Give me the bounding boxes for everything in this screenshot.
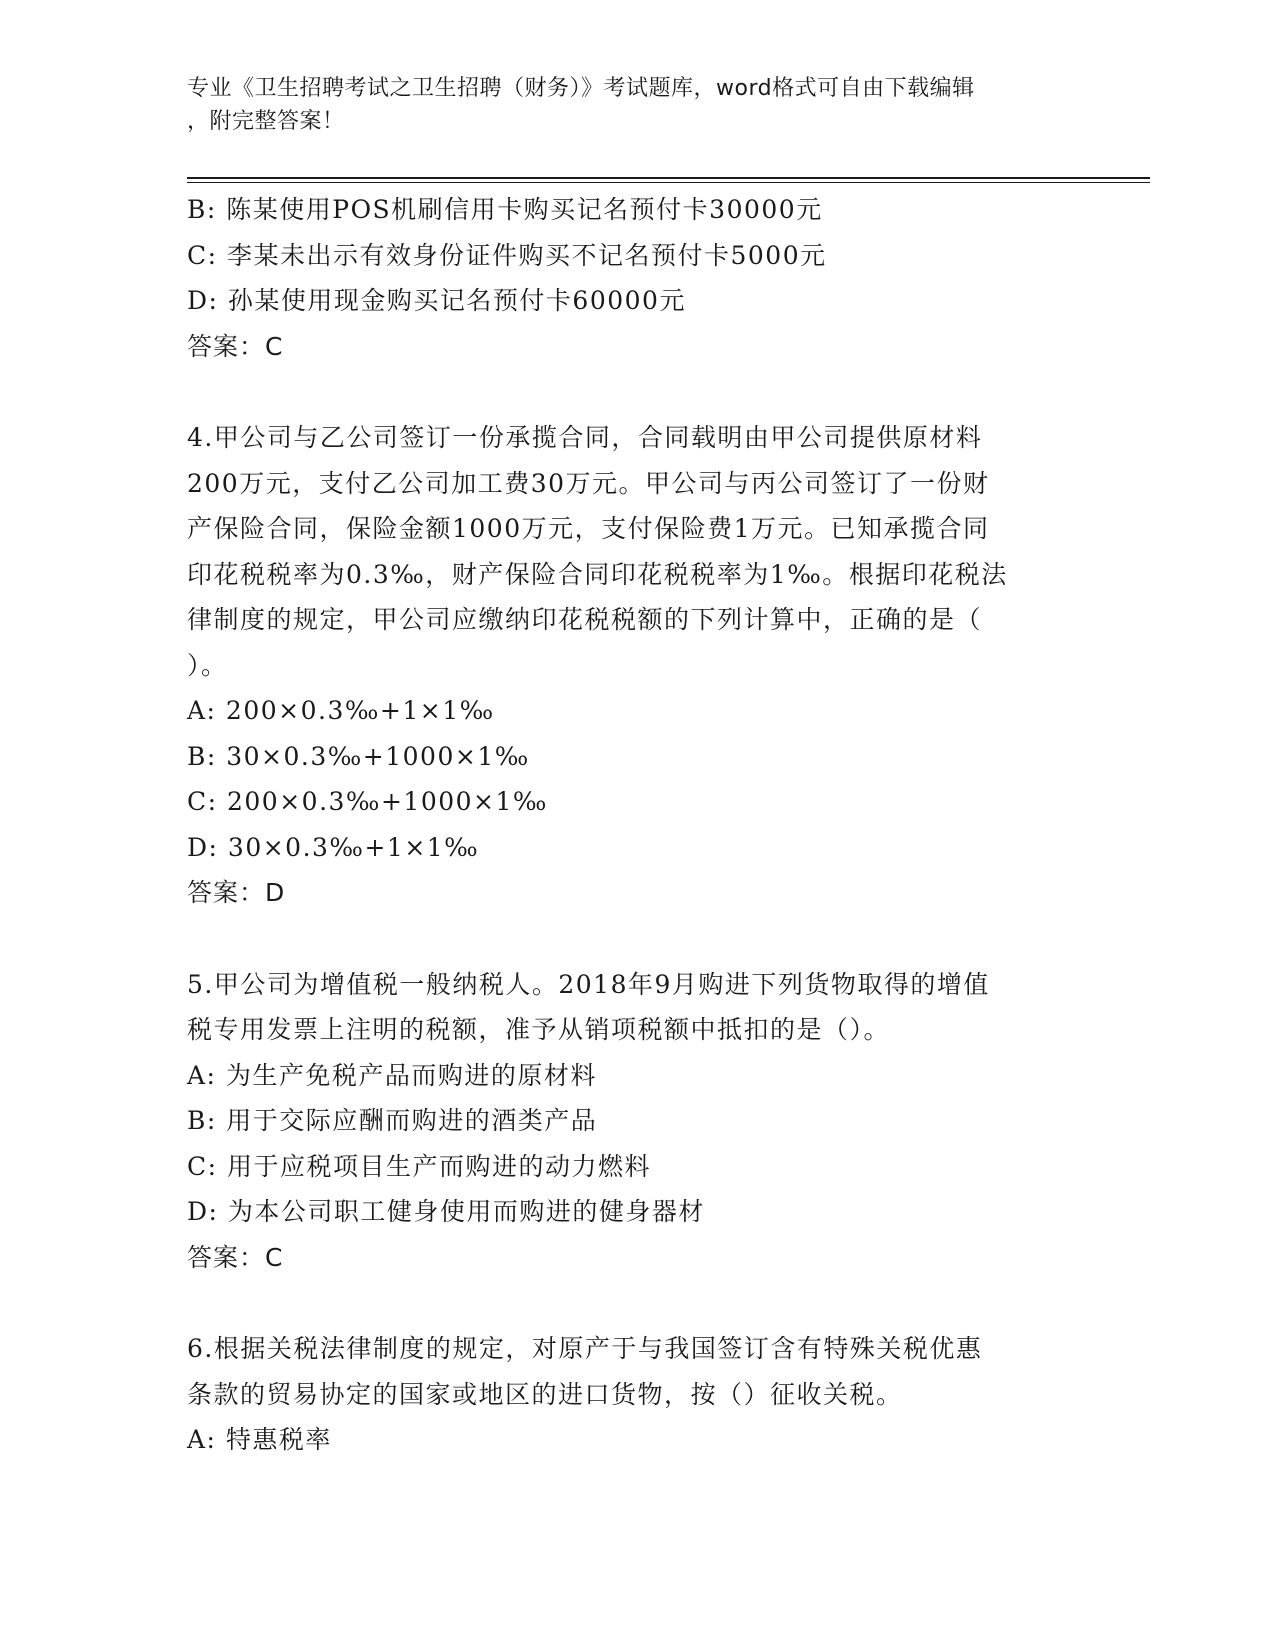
question-text-line: ）。: [187, 650, 228, 680]
question-5: [187, 962, 1087, 1281]
option-d: D: 为本公司职工健身使用而购进的健身器材: [187, 1197, 705, 1226]
question-text-line: 4.甲公司与乙公司签订一份承揽合同，合同载明由甲公司提供原材料: [187, 423, 983, 452]
option-b: B: 陈某使用POS机刷信用卡购买记名预付卡30000元: [187, 195, 823, 224]
page-header: [187, 72, 1067, 138]
question-list: [187, 187, 1087, 1463]
question-text-line: 200万元，支付乙公司加工费30万元。甲公司与丙公司签订了一份财: [187, 468, 990, 498]
answer: 答案：C: [187, 1242, 284, 1272]
question-text-line: 产保险合同，保险金额1000万元，支付保险费1万元。已知承揽合同: [187, 514, 990, 543]
spacer: [187, 369, 1087, 415]
option-c: C: 用于应税项目生产而购进的动力燃料: [187, 1151, 651, 1181]
header-line-2: ，附完整答案！: [187, 109, 345, 134]
question-3: [187, 187, 1087, 369]
header-rule-thin: [187, 182, 1150, 183]
option-a: A: 为生产免税产品而购进的原材料: [187, 1060, 597, 1090]
question-text-line: 条款的贸易协定的国家或地区的进口货物，按（）征收关税。: [187, 1379, 903, 1409]
option-a: A: 200×0.3‰+1×1‰: [187, 696, 495, 725]
option-c: C: 李某未出示有效身份证件购买不记名预付卡5000元: [187, 240, 827, 270]
answer: 答案：D: [187, 878, 286, 907]
question-text-line: 律制度的规定，甲公司应缴纳印花税税额的下列计算中，正确的是（: [187, 605, 983, 634]
answer: 答案：C: [187, 331, 284, 361]
question-4: [187, 415, 1087, 916]
option-c: C: 200×0.3‰+1000×1‰: [187, 787, 548, 816]
option-d: D: 30×0.3‰+1×1‰: [187, 832, 480, 862]
question-6: [187, 1326, 1087, 1463]
spacer: [187, 916, 1087, 962]
header-rule-thick: [187, 177, 1150, 179]
spacer: [187, 1280, 1087, 1326]
option-b: B: 30×0.3‰+1000×1‰: [187, 741, 530, 771]
question-text-line: 6.根据关税法律制度的规定，对原产于与我国签订含有特殊关税优惠: [187, 1334, 983, 1363]
question-text-line: 税专用发票上注明的税额，准予从销项税额中抵扣的是（）。: [187, 1015, 891, 1044]
option-d: D: 孙某使用现金购买记名预付卡60000元: [187, 286, 686, 315]
option-b: B: 用于交际应酬而购进的酒类产品: [187, 1106, 598, 1135]
header-line-1: 专业《卫生招聘考试之卫生招聘（财务）》考试题库，word格式可自由下载编辑: [187, 76, 975, 101]
question-text-line: 5.甲公司为增值税一般纳税人。2018年9月购进下列货物取得的增值: [187, 969, 990, 999]
question-text-line: 印花税税率为0.3‰，财产保险合同印花税税率为1‰。根据印花税法: [187, 559, 1008, 589]
option-a: A: 特惠税率: [187, 1425, 332, 1454]
